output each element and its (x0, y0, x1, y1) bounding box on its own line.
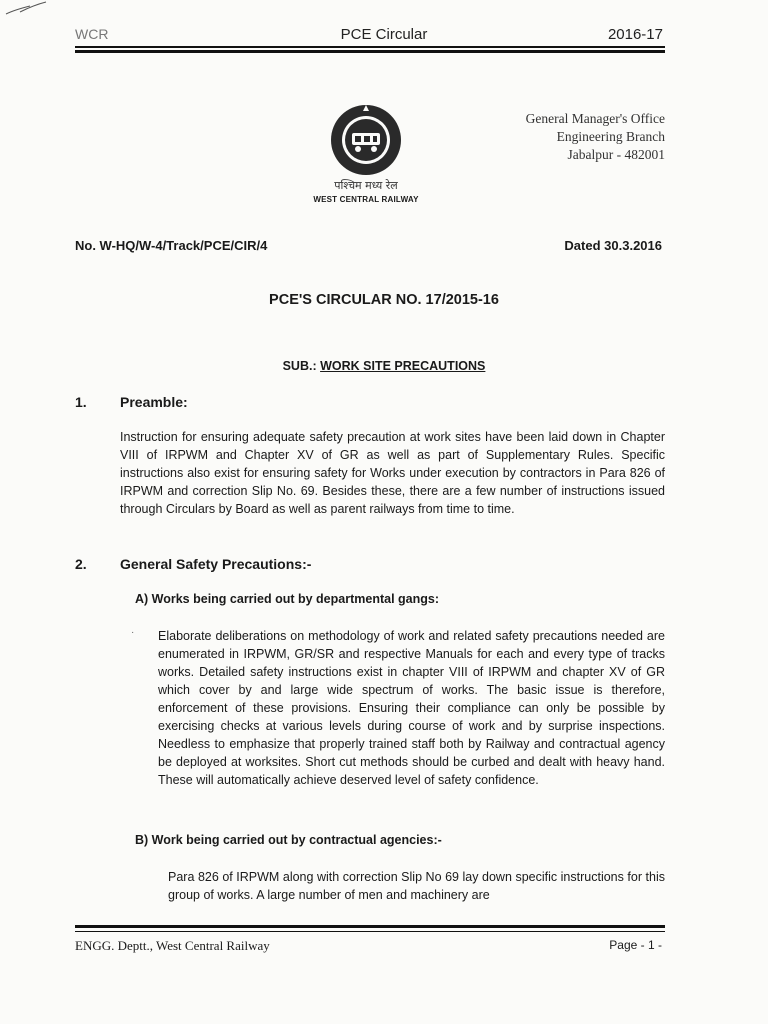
header-title: PCE Circular (340, 26, 428, 43)
footer-divider-thick (75, 925, 665, 928)
section-number: 2. (75, 556, 87, 572)
section-number: 1. (75, 394, 87, 410)
reference-number: No. W-HQ/W-4/Track/PCE/CIR/4 (75, 238, 268, 253)
section-title-preamble: Preamble: (120, 394, 188, 410)
indian-railways-emblem-icon (320, 103, 412, 177)
footer-department: ENGG. Deptt., West Central Railway (75, 938, 270, 953)
office-line: Engineering Branch (556, 129, 665, 144)
subject-text: WORK SITE PRECAUTIONS (320, 359, 486, 373)
subject-line (0, 359, 768, 373)
office-line: General Manager's Office (525, 111, 665, 126)
departmental-paragraph: Elaborate deliberations on methodology of work and related safety precautions needed are enumerated in IRPWM, GR/SR and respective Manuals for each and every type of tracks works. Detailed safety instructions exist in chapter VIII of IRPWM and chapter XV of GR which cover by and large wide spectrum of works. The basic issue is therefore, enforcement of these provisions. Ensuring their compliance can only be possible by exercising checks at various levels during course of work and by surprise inspections. Needless to emphasize that properly trained staff both by Railway and contractual agency be deployed at worksites. Short cut methods should be curbed and dealt with heavy hand. These will automatically achieve deserved level of safety confidence. (158, 629, 665, 787)
header-divider-thin (75, 46, 665, 48)
railway-name-hindi: पश्चिम मध्य रेल (334, 179, 398, 192)
contractual-paragraph: Para 826 of IRPWM along with correction Slip No 69 lay down specific instructions for this group of works. A large number of men and machinery are (168, 870, 665, 902)
circular-title: PCE'S CIRCULAR NO. 17/2015-16 (269, 292, 499, 308)
railway-name-english: WEST CENTRAL RAILWAY (313, 195, 419, 204)
header-divider-thick (75, 50, 665, 53)
section-title-general-safety: General Safety Precautions:- (120, 556, 312, 572)
header-year: 2016-17 (607, 26, 663, 43)
header-left-code: WCR (75, 26, 109, 42)
office-line: Jabalpur - 482001 (567, 147, 665, 162)
preamble-paragraph: Instruction for ensuring adequate safety precaution at work sites have been laid down in Chapter VIII of IRPWM and Chapter XV of GR as well as part of Supplementary Rules. Specific instructions also exist for ensuring safety for Works under execution by contractors in Para 826 of IRPWM and correction Slip No. 69. Besides these, there are a few number of instructions issued through Circulars by Board as well as parent railways from time to time. (120, 430, 665, 516)
subsection-title-contractual: B) Work being carried out by contractual agencies:- (135, 833, 442, 847)
page-number: Page - 1 - (609, 938, 662, 952)
subsection-title-departmental: A) Works being carried out by departmental gangs: (135, 592, 439, 606)
subject-prefix: SUB.: (282, 359, 321, 373)
footer-divider-thin (75, 931, 665, 932)
reference-date: Dated 30.3.2016 (564, 238, 662, 253)
office-address (440, 110, 665, 164)
bullet-dot: · (131, 627, 135, 638)
